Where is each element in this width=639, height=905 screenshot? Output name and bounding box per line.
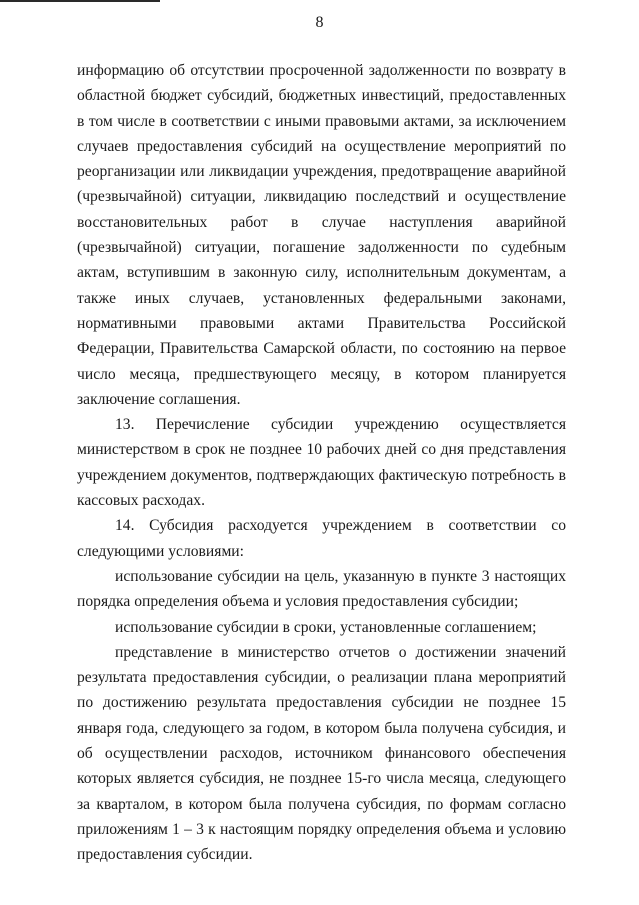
top-rule [0, 0, 160, 2]
paragraph-condition-2: использование субсидии в сроки, установленные соглашением; [115, 618, 537, 636]
page-number: 8 [315, 14, 324, 31]
paragraph-condition-3: представление в министерство отчетов о достижении значений результата предоставления субсидии, о реализации плана мероприятий по достижению результата предоставления субсидии не позднее 15 января года, следующего за годом, в котором была получена субсидия, и об осуществлении расходов, источником финансового обеспечения которых является субсидия, не позднее 15-го числа месяца, следующего за кварталом, в котором была получена субсидия, по формам согласно приложениям 1 – 3 к настоящим порядку определения объема и условию предоставления субсидии. [77, 643, 566, 864]
paragraph-condition-1: использование субсидии на цель, указанную в пункте 3 настоящих порядка определения объема и условия предоставления субсидии; [77, 567, 566, 611]
document-body [77, 58, 566, 868]
paragraph-item-13: 13. Перечисление субсидии учреждению осуществляется министерством в срок не позднее 10 рабочих дней со дня представления учреждением документов, подтверждающих фактическую потребность в кассовых расходах. [77, 416, 566, 510]
paragraph-item-14: 14. Субсидия расходуется учреждением в соответствии со следующими условиями: [77, 517, 566, 560]
paragraph-continuation: информацию об отсутствии просроченной задолженности по возврату в областной бюджет субсидий, бюджетных инвестиций, предоставленных в том числе в соответствии с иными правовыми актами, за исключением случаев предоставления субсидий на осуществление мероприятий по реорганизации или ликвидации учреждения, предотвращение аварийной (чрезвычайной) ситуации, ликвидацию последствий и осуществление восстановительных работ в случае наступления аварийной (чрезвычайной) ситуации, погашение задолженности по судебным актам, вступившим в законную силу, исполнительным документам, а также иных случаев, установленных федеральными законами, нормативными правовыми актами Правительства Российской Федерации, Правительства Самарской области, по состоянию на первое число месяца, предшествующего месяцу, в котором планируется заключение соглашения. [77, 62, 566, 408]
